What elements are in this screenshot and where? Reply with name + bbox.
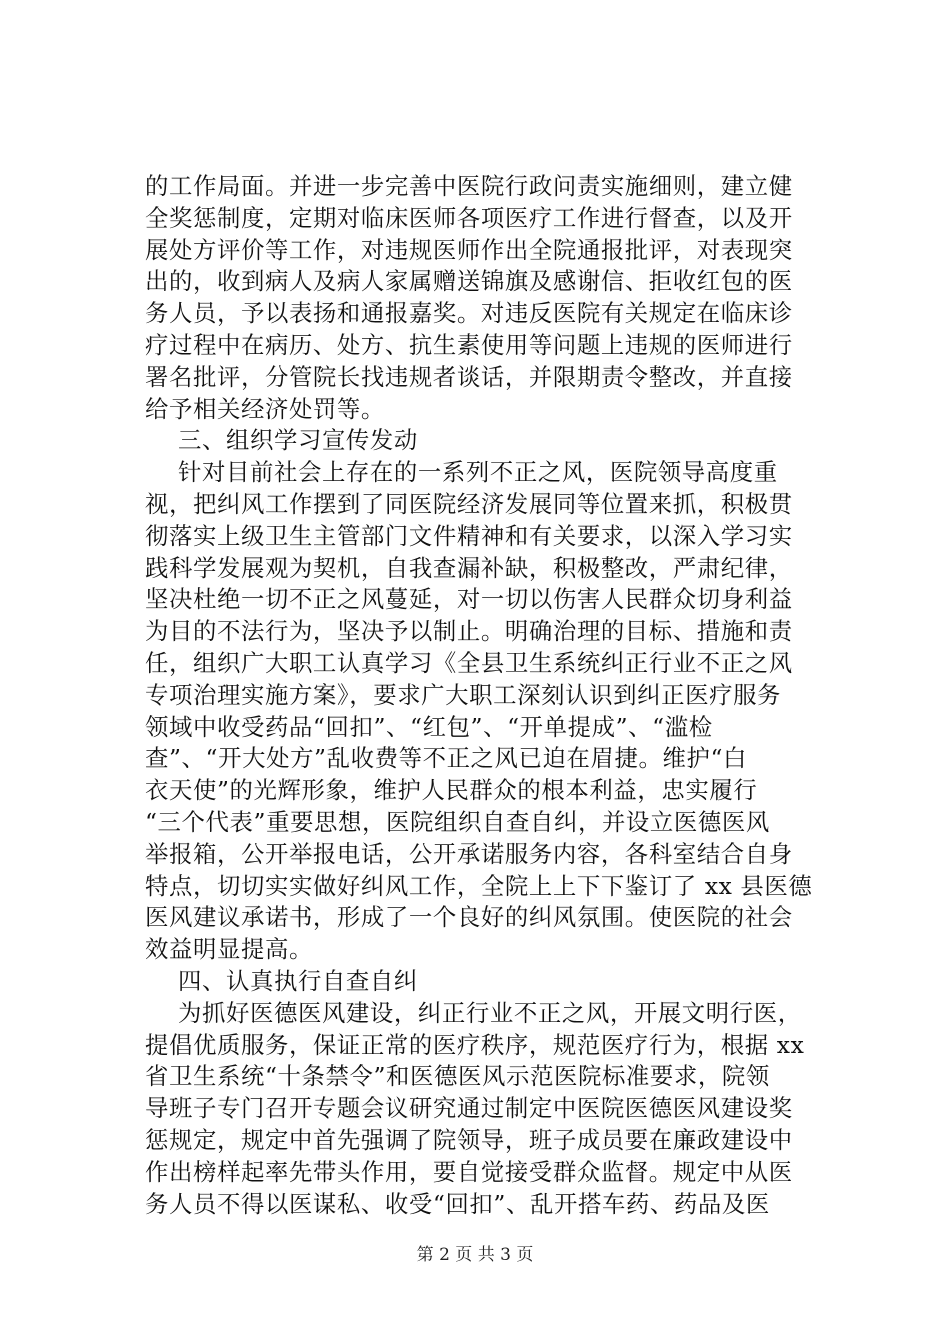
text-line: 疗过程中在病历、处方、抗生素使用等问题上违规的医师进行 (145, 330, 793, 359)
page-footer (0, 1240, 950, 1265)
text-line: 务人员不得以医谋私、收受“回扣”、乱开搭车药、药品及医 (145, 1189, 770, 1218)
text-line: 衣天使”的光辉形象，维护人民群众的根本利益，忠实履行 (145, 776, 758, 805)
text-line: 导班子专门召开专题会议研究通过制定中医院医德医风建设奖 (145, 1094, 793, 1123)
text-line: 给予相关经济处罚等。 (145, 394, 385, 423)
text-line: 署名批评，分管院长找违规者谈话，并限期责令整改，并直接 (145, 362, 793, 391)
text-line: 视，把纠风工作摆到了同医院经济发展同等位置来抓，积极贯 (145, 489, 793, 518)
text-line: 惩规定，规定中首先强调了院领导，班子成员要在廉政建设中 (145, 1125, 793, 1154)
text-line: 作出榜样起率先带头作用，要自觉接受群众监督。规定中从医 (145, 1157, 793, 1186)
section-heading: 三、组织学习宣传发动 (178, 426, 418, 455)
text-line: 效益明显提高。 (145, 935, 313, 964)
text-line: 提倡优质服务，保证正常的医疗秩序，规范医疗行为，根据 xx (145, 1030, 805, 1059)
section-heading: 四、认真执行自查自纠 (178, 966, 418, 995)
text-line: 专项治理实施方案》，要求广大职工深刻认识到纠正医疗服务 (145, 680, 782, 709)
text-line: 践科学发展观为契机，自我查漏补缺，积极整改，严肃纪律， (145, 553, 793, 582)
text-line: 为目的不法行为，坚决予以制止。明确治理的目标、措施和责 (145, 617, 793, 646)
text-line: 出的，收到病人及病人家属赠送锦旗及感谢信、拒收红包的医 (145, 267, 793, 296)
text-line: 展处方评价等工作，对违规医师作出全院通报批评，对表现突 (145, 235, 793, 264)
text-line: 省卫生系统“十条禁令”和医德医风示范医院标准要求，院领 (145, 1062, 770, 1091)
text-line: 彻落实上级卫生主管部门文件精神和有关要求，以深入学习实 (145, 521, 793, 550)
text-line: 医风建议承诺书，形成了一个良好的纠风氛围。使医院的社会 (145, 903, 793, 932)
text-line: 针对目前社会上存在的一系列不正之风，医院领导高度重 (178, 458, 778, 487)
text-line: 领域中收受药品“回扣”、“红包”、“开单提成”、“滥检 (145, 712, 713, 741)
text-line: 全奖惩制度，定期对临床医师各项医疗工作进行督查，以及开 (145, 203, 793, 232)
page-number: 第 2 页 共 3 页 (416, 1245, 534, 1265)
text-line: 特点，切切实实做好纠风工作，全院上上下下鉴订了 xx 县医德 (145, 871, 813, 900)
text-line: 务人员，予以表扬和通报嘉奖。对违反医院有关规定在临床诊 (145, 299, 793, 328)
text-line: 为抓好医德医风建设，纠正行业不正之风，开展文明行医， (178, 998, 802, 1027)
text-line: “三个代表”重要思想，医院组织自查自纠，并设立医德医风 (145, 807, 770, 836)
text-line: 任，组织广大职工认真学习《全县卫生系统纠正行业不正之风 (145, 648, 793, 677)
document-body (145, 171, 813, 1220)
text-line: 的工作局面。并进一步完善中医院行政问责实施细则，建立健 (145, 172, 793, 200)
text-line: 查”、“开大处方”乱收费等不正之风已迫在眉捷。维护“白 (145, 744, 748, 773)
text-line: 坚决杜绝一切不正之风蔓延，对一切以伤害人民群众切身利益 (145, 585, 793, 614)
text-line: 举报箱，公开举报电话，公开承诺服务内容，各科室结合自身 (145, 839, 793, 868)
